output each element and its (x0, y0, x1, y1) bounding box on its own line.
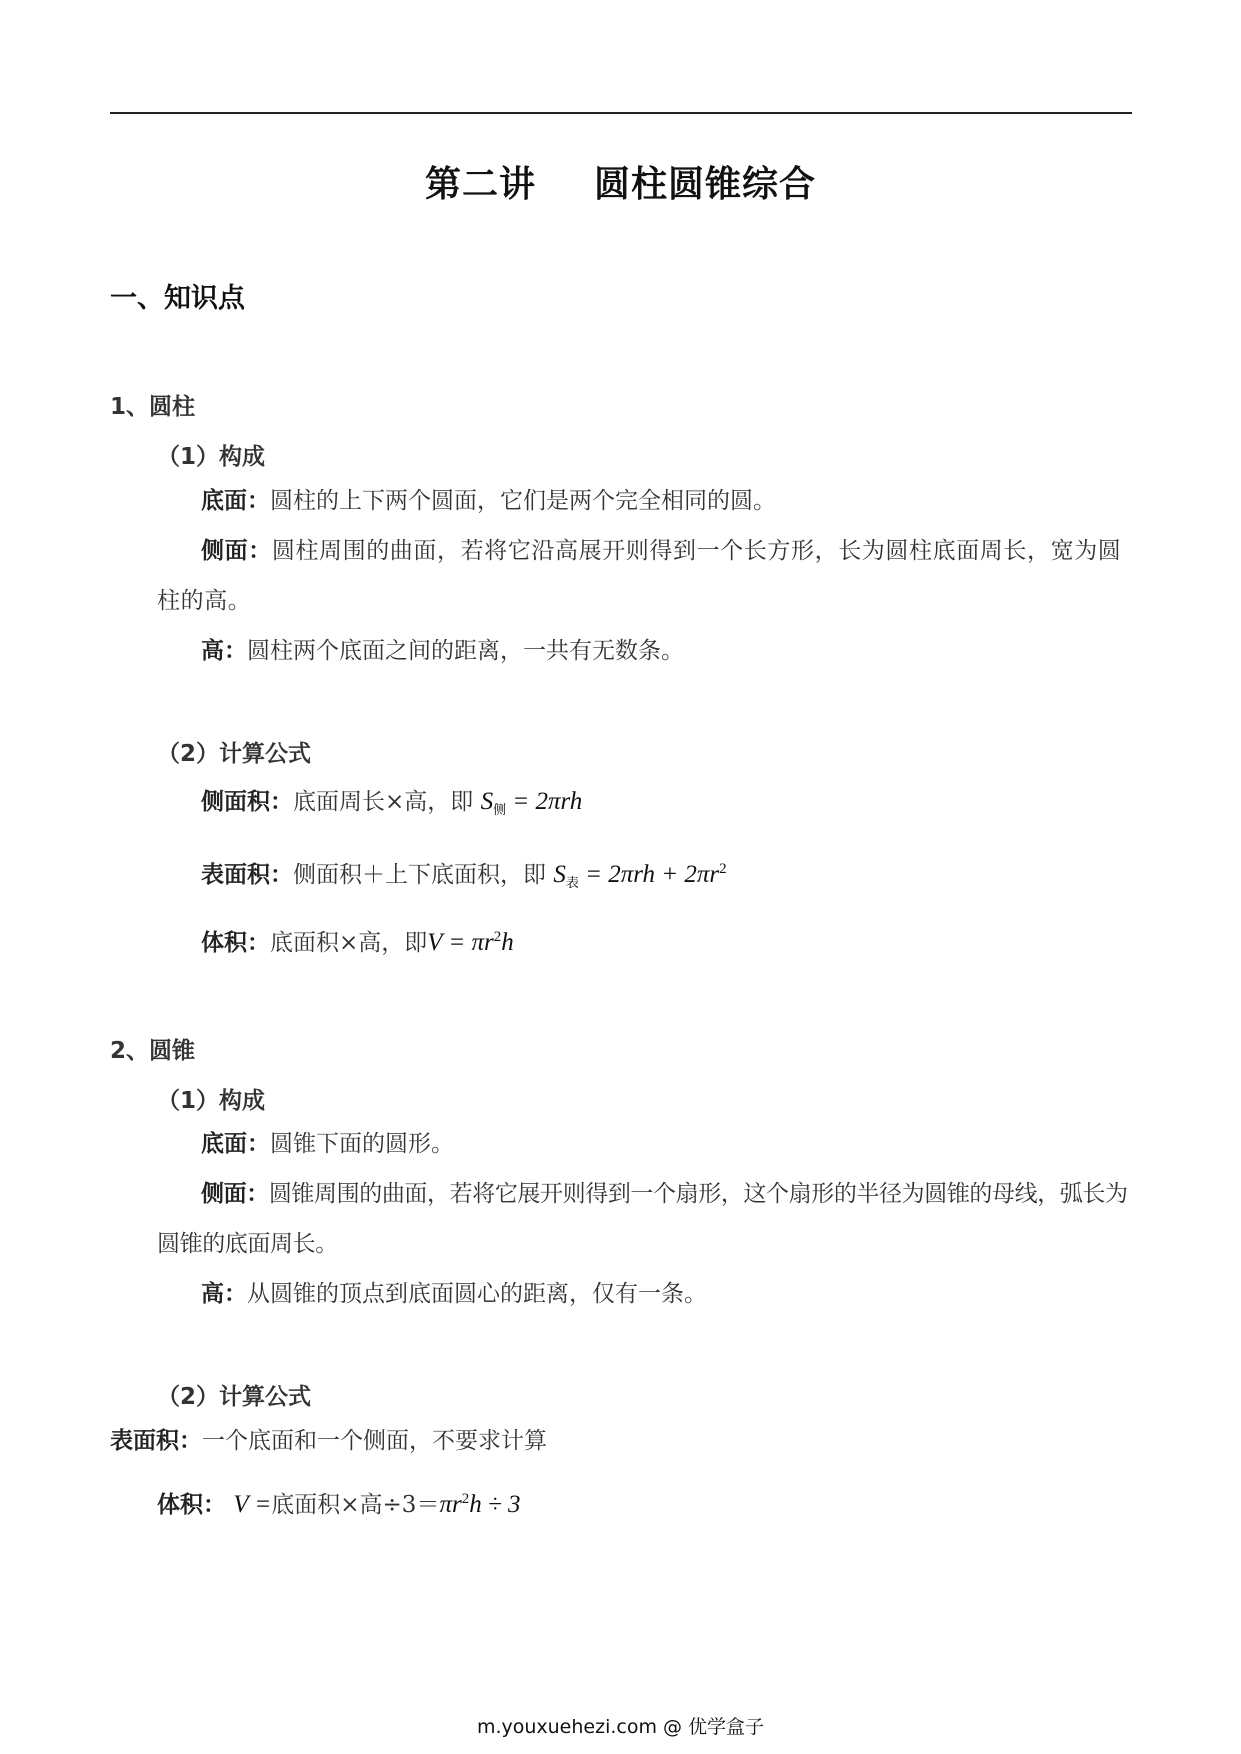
cylinder-volume-para (157, 912, 1181, 968)
cone-side-label: 侧面： (201, 1181, 269, 1207)
cylinder-surface-expr: = 2πrh + 2πr (585, 861, 720, 888)
cone-side-text: 圆锥周围的曲面，若将它展开则得到一个扇形，这个扇形的半径为圆锥的母线，弧长为圆锥的底面周长。 (157, 1181, 1128, 1257)
cylinder-surface-para (157, 844, 1181, 909)
cone-volume-rhs: h ÷ 3 (469, 1491, 521, 1518)
cone-formulas-heading: （2）计算公式 (157, 1384, 312, 1410)
cylinder-composition-heading: （1）构成 (157, 444, 266, 470)
title-topic: 圆柱圆锥综合 (594, 164, 817, 205)
cone-volume-para (157, 1474, 520, 1530)
cone-volume-exponent: 2 (461, 1491, 470, 1507)
section-heading-knowledge: 一、知识点 (110, 283, 245, 314)
cone-composition-heading: （1）构成 (157, 1088, 266, 1114)
title-lecture: 第二讲 (424, 164, 536, 205)
cylinder-surface-text: 侧面积＋上下底面积，即 (293, 862, 546, 888)
cylinder-lateral-para (157, 777, 1181, 836)
cylinder-lateral-label: 侧面积： (201, 789, 293, 815)
cylinder-heading: 1、圆柱 (110, 394, 196, 420)
page-title (0, 156, 1241, 207)
cone-volume-formula (439, 1491, 520, 1518)
cone-base-text: 圆锥下面的圆形。 (270, 1131, 454, 1157)
cone-surface-para (110, 1416, 547, 1466)
cone-side-para (157, 1169, 1137, 1269)
cone-heading: 2、圆锥 (110, 1038, 196, 1064)
cylinder-surface-label: 表面积： (201, 862, 293, 888)
cylinder-height-text: 圆柱两个底面之间的距离，一共有无数条。 (247, 638, 684, 664)
cylinder-lateral-text: 底面周长×高，即 (293, 789, 474, 815)
cylinder-side-label: 侧面： (201, 538, 272, 564)
cone-surface-text: 一个底面和一个侧面，不要求计算 (202, 1428, 547, 1454)
cylinder-volume-text: 底面积×高，即 (270, 930, 428, 956)
cone-base-label: 底面： (201, 1131, 270, 1157)
cylinder-base-para (157, 476, 1181, 526)
footer-watermark: m.youxuehezi.com @ 优学盒子 (476, 1716, 765, 1738)
cylinder-surface-subscript: 表 (565, 876, 579, 891)
cylinder-volume-exponent: 2 (493, 929, 502, 945)
cylinder-base-text: 圆柱的上下两个圆面，它们是两个完全相同的圆。 (270, 488, 776, 514)
cylinder-side-para (157, 526, 1137, 626)
cone-volume-text: 底面积×高÷3＝ (271, 1492, 440, 1518)
cylinder-volume-formula (427, 929, 513, 956)
cone-volume-expr: πr (439, 1491, 462, 1518)
cylinder-surface-exponent: 2 (719, 861, 727, 877)
cone-volume-label: 体积： (157, 1492, 226, 1518)
cone-volume-lhs: V = (233, 1491, 272, 1518)
cylinder-height-para (157, 626, 1181, 676)
cylinder-volume-label: 体积： (201, 930, 270, 956)
cylinder-volume-lhs: V = πr (427, 929, 494, 956)
cylinder-lateral-subscript: 侧 (493, 803, 507, 818)
cone-height-text: 从圆锥的顶点到底面圆心的距离，仅有一条。 (247, 1281, 707, 1307)
cylinder-lateral-expr: = 2πrh (512, 788, 583, 815)
cylinder-volume-rhs: h (501, 929, 514, 956)
cone-surface-label: 表面积： (110, 1428, 202, 1454)
cone-height-label: 高： (201, 1281, 247, 1307)
cone-height-para (157, 1269, 1181, 1319)
cylinder-side-text: 圆柱周围的曲面，若将它沿高展开则得到一个长方形，长为圆柱底面周长，宽为圆柱的高。 (157, 538, 1122, 614)
header-rule (110, 112, 1132, 114)
cone-base-para (157, 1119, 1181, 1169)
cylinder-lateral-formula: $S_侧 = 2\pi rh$ (480, 788, 583, 818)
cylinder-surface-formula: $S_表 = 2\pi rh + 2\pi r^2$ (553, 861, 727, 891)
cylinder-base-label: 底面： (201, 488, 270, 514)
cylinder-height-label: 高： (201, 638, 247, 664)
cylinder-formulas-heading: （2）计算公式 (157, 741, 312, 767)
